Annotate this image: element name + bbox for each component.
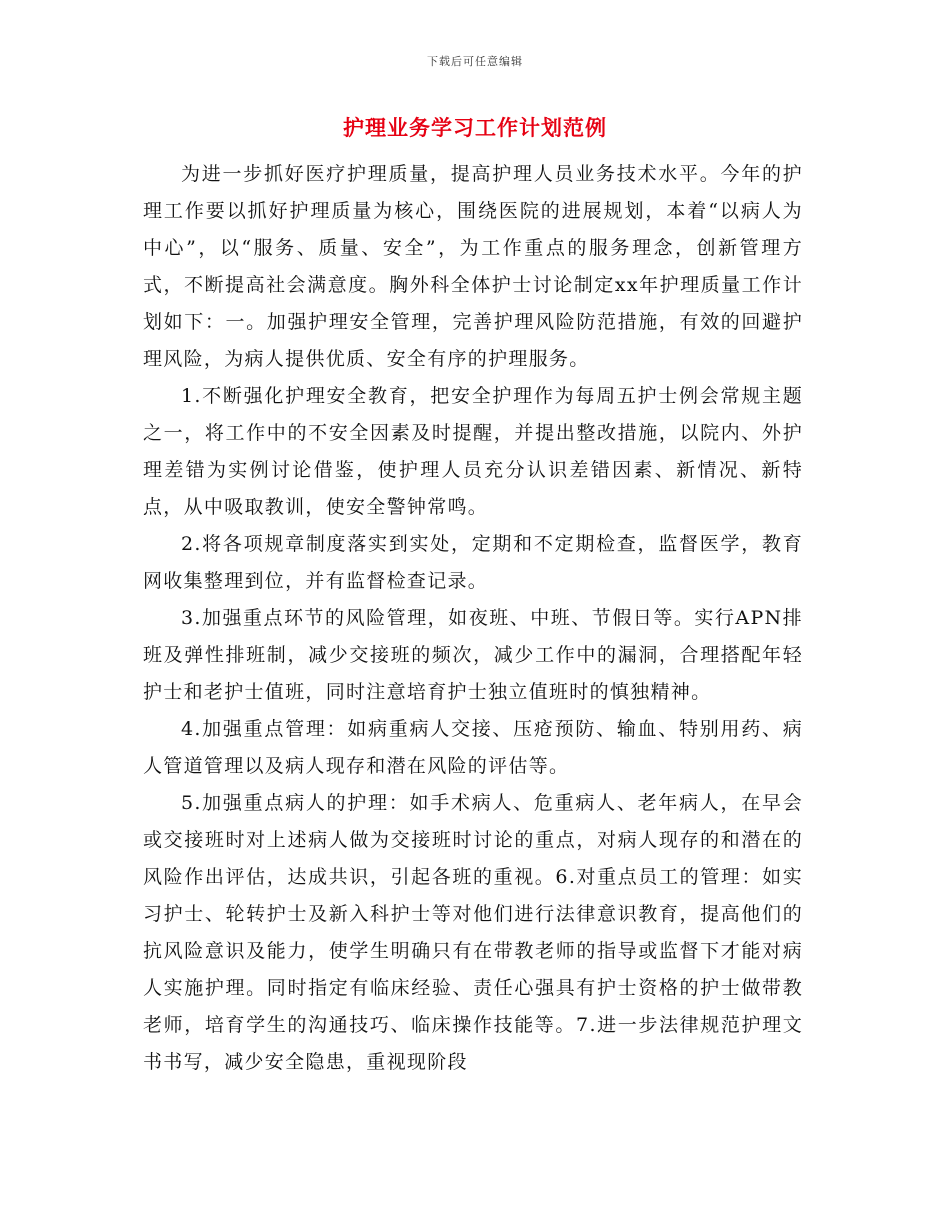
paragraph-item-2: 2.将各项规章制度落实到实处，定期和不定期检查，监督医学，教育网收集整理到位，并有监督检查记录。 — [143, 533, 803, 592]
header-note: 下载后可任意编辑 — [427, 55, 523, 68]
paragraph-item-1: 1.不断强化护理安全教育，把安全护理作为每周五护士例会常规主题之一，将工作中的不安全因素及时提醒，并提出整改措施，以院内、外护理差错为实例讨论借鉴，使护理人员充分认识差错因素、新情况、新特点，从中吸取教训，使安全警钟常鸣。 — [143, 385, 803, 518]
paragraph-item-5: 5.加强重点病人的护理：如手术病人、危重病人、老年病人，在早会或交接班时对上述病人做为交接班时讨论的重点，对病人现存的和潜在的风险作出评估，达成共识，引起各班的重视。6.对重点员工的管理：如实习护士、轮转护士及新入科护士等对他们进行法律意识教育，提高他们的抗风险意识及能力，使学生明确只有在带教老师的指导或监督下才能对病人实施护理。同时指定有临床经验、责任心强具有护士资格的护士做带教老师，培育学生的沟通技巧、临床操作技能等。7.进一步法律规范护理文书书写，减少安全隐患，重视现阶段 — [143, 792, 803, 1073]
paragraph-item-3: 3.加强重点环节的风险管理，如夜班、中班、节假日等。实行APN排班及弹性排班制，减少交接班的频次，减少工作中的漏洞，合理搭配年轻护士和老护士值班，同时注意培育护士独立值班时的慎独精神。 — [143, 607, 803, 703]
document-title: 护理业务学习工作计划范例 — [343, 116, 607, 140]
document-body — [143, 156, 803, 1081]
paragraph-intro: 为进一步抓好医疗护理质量，提高护理人员业务技术水平。今年的护理工作要以抓好护理质量为核心，围绕医院的进展规划，本着“以病人为中心”，以“服务、质量、安全”，为工作重点的服务理念，创新管理方式，不断提高社会满意度。胸外科全体护士讨论制定xx年护理质量工作计划如下：一。加强护理安全管理，完善护理风险防范措施，有效的回避护理风险，为病人提供优质、安全有序的护理服务。 — [143, 163, 803, 370]
paragraph-item-4: 4.加强重点管理：如病重病人交接、压疮预防、输血、特别用药、病人管道管理以及病人现存和潜在风险的评估等。 — [143, 718, 803, 777]
